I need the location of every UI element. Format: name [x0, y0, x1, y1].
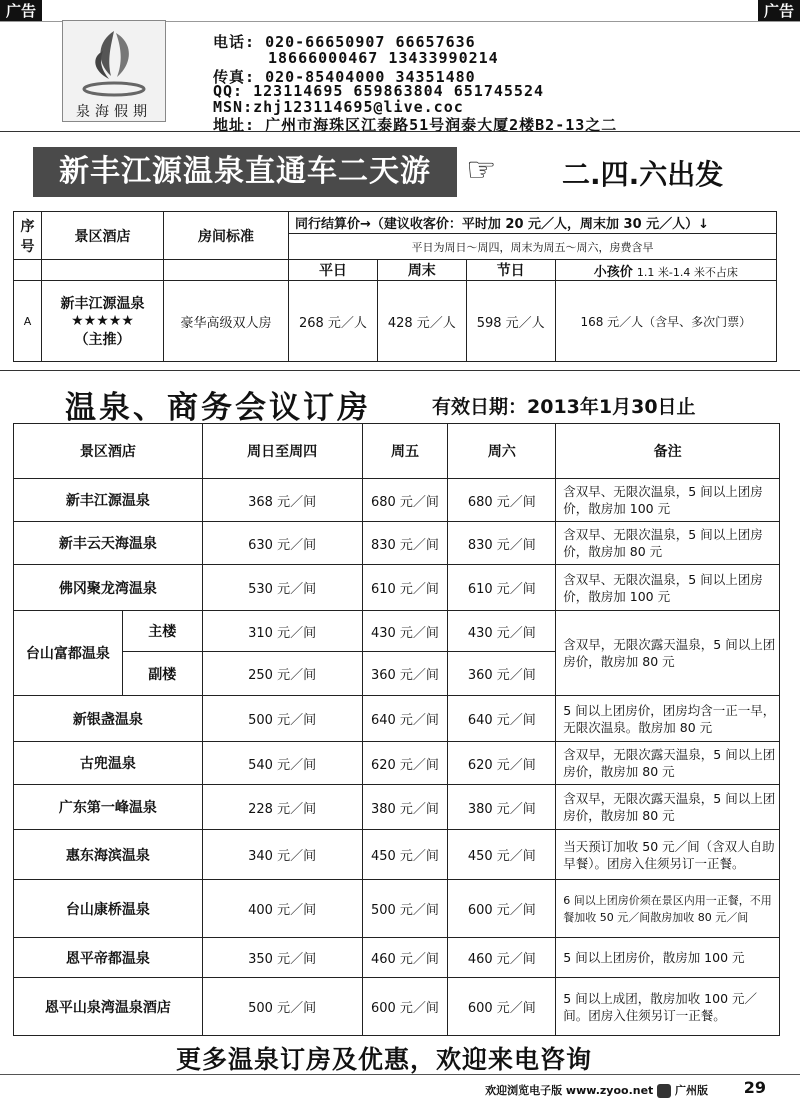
table-row: 新丰云天海温泉 630 元／间 830 元／间 830 元／间 含双早、无限次温泉，5 间以上团房价，散房加 80 元 [14, 522, 780, 565]
pointing-hand-icon: ☞ [466, 150, 497, 190]
valid-date: 有效日期：2013年1月30日止 [432, 396, 696, 418]
tour-price-table [13, 211, 777, 362]
fax-line: 传真: 020-85404000 34351480 [213, 68, 476, 86]
table-row: 台山康桥温泉 400 元／间 500 元／间 600 元／间 6 间以上团房价须在景区内用一正餐，不用餐加收 50 元／间散房加收 80 元／间 [14, 880, 780, 938]
ad-tag-right: 广告 [758, 0, 800, 22]
table-row: 广东第一峰温泉 228 元／间 380 元／间 380 元／间 含双早，无限次露天温泉，5 间以上团房价，散房加 80 元 [14, 785, 780, 830]
table-row: 古兜温泉 540 元／间 620 元／间 620 元／间 含双早，无限次露天温泉，5 间以上团房价，散房加 80 元 [14, 742, 780, 785]
h-sat: 周六 [448, 424, 556, 479]
departure-days: 二.四.六出发 [562, 158, 724, 191]
row-room: 豪华高级双人房 [164, 281, 289, 362]
phone-line-1: 电话: 020-66650907 66657636 [213, 33, 476, 51]
row-weekend: 428 元／人 [377, 281, 466, 362]
address-line: 地址: 广州市海珠区江泰路51号润泰大厦2楼B2-13之二 [213, 116, 618, 134]
table-row: 恩平帝都温泉 350 元／间 460 元／间 460 元／间 5 间以上团房价，散房加 100 元 [14, 938, 780, 978]
page-number: 29 [743, 1078, 766, 1097]
footer-site: 欢迎浏览电子版 www.zyoo.net 广州版 [485, 1084, 708, 1097]
price-header: 同行结算价→（建议收客价：平时加 20 元／人，周末加 30 元／人）↓ [289, 212, 777, 234]
header-divider [0, 131, 800, 132]
col-room: 房间标准 [164, 212, 289, 260]
ad-tag-left: 广告 [0, 0, 42, 22]
col-weekend: 周末 [377, 260, 466, 281]
table-row: 新银盏温泉 500 元／间 640 元／间 640 元／间 5 间以上团房价，团房均含一正一早，无限次温泉。散房加 80 元 [14, 696, 780, 742]
qq-line: QQ: 123114695 659863804 651745524 [213, 82, 545, 100]
site-link[interactable]: www.zyoo.net [565, 1084, 654, 1097]
table-row: 佛冈聚龙湾温泉 530 元／间 610 元／间 610 元／间 含双早、无限次温泉，5 间以上团房价，散房加 100 元 [14, 565, 780, 611]
col-weekday: 平日 [289, 260, 378, 281]
star-rating: ★★★★★ [71, 313, 134, 329]
section-title: 温泉、商务会议订房 [65, 390, 371, 426]
msn-line: MSN:zhj123114695@live.coc [213, 98, 464, 116]
row-weekday: 268 元／人 [289, 281, 378, 362]
section-divider [0, 370, 800, 371]
col-holiday: 节日 [466, 260, 555, 281]
row-child: 168 元／人（含早、多次门票） [555, 281, 776, 362]
price-subheader: 平日为周日～周四，周末为周五～周六，房费含早 [289, 234, 777, 260]
row-hotel: 新丰江源温泉 ★★★★★ （主推） [42, 281, 164, 362]
brand-name: 泉海假期 [76, 104, 152, 120]
h-hotel: 景区酒店 [14, 424, 203, 479]
table-row: 副楼 250 元／间 360 元／间 360 元／间 [14, 652, 780, 696]
phone-line-2: 18666000467 13433990214 [268, 49, 499, 67]
h-fri: 周五 [362, 424, 448, 479]
table-row: 新丰江源温泉 368 元／间 680 元／间 680 元／间 含双早、无限次温泉，5 间以上团房价，散房加 100 元 [14, 479, 780, 522]
h-sun-thu: 周日至周四 [202, 424, 362, 479]
col-child: 小孩价 1.1 米-1.4 米不占床 [555, 260, 776, 281]
table-row: 台山富都温泉 主楼 310 元／间 430 元／间 430 元／间 含双早，无限次露天温泉，5 间以上团房价，散房加 80 元 [14, 611, 780, 652]
table-row: 恩平山泉湾温泉酒店 500 元／间 600 元／间 600 元／间 5 间以上成团，散房加收 100 元／间。团房入住须另订一正餐。 [14, 978, 780, 1036]
tour-banner: 新丰江源温泉直通车二天游 [33, 147, 457, 197]
leaf-logo-icon [63, 21, 165, 101]
edition-badge-icon [657, 1084, 671, 1098]
table-row: 惠东海滨温泉 340 元／间 450 元／间 450 元／间 当天预订加收 50 元／间（含双人自助早餐）。团房入住须另订一正餐。 [14, 830, 780, 880]
hotel-rate-table [13, 423, 780, 1036]
row-no: A [14, 281, 42, 362]
row-holiday: 598 元／人 [466, 281, 555, 362]
h-note: 备注 [556, 424, 780, 479]
col-hotel: 景区酒店 [42, 212, 164, 260]
footer-cta: 更多温泉订房及优惠，欢迎来电咨询 [176, 1045, 593, 1074]
col-no: 序号 [14, 212, 42, 260]
